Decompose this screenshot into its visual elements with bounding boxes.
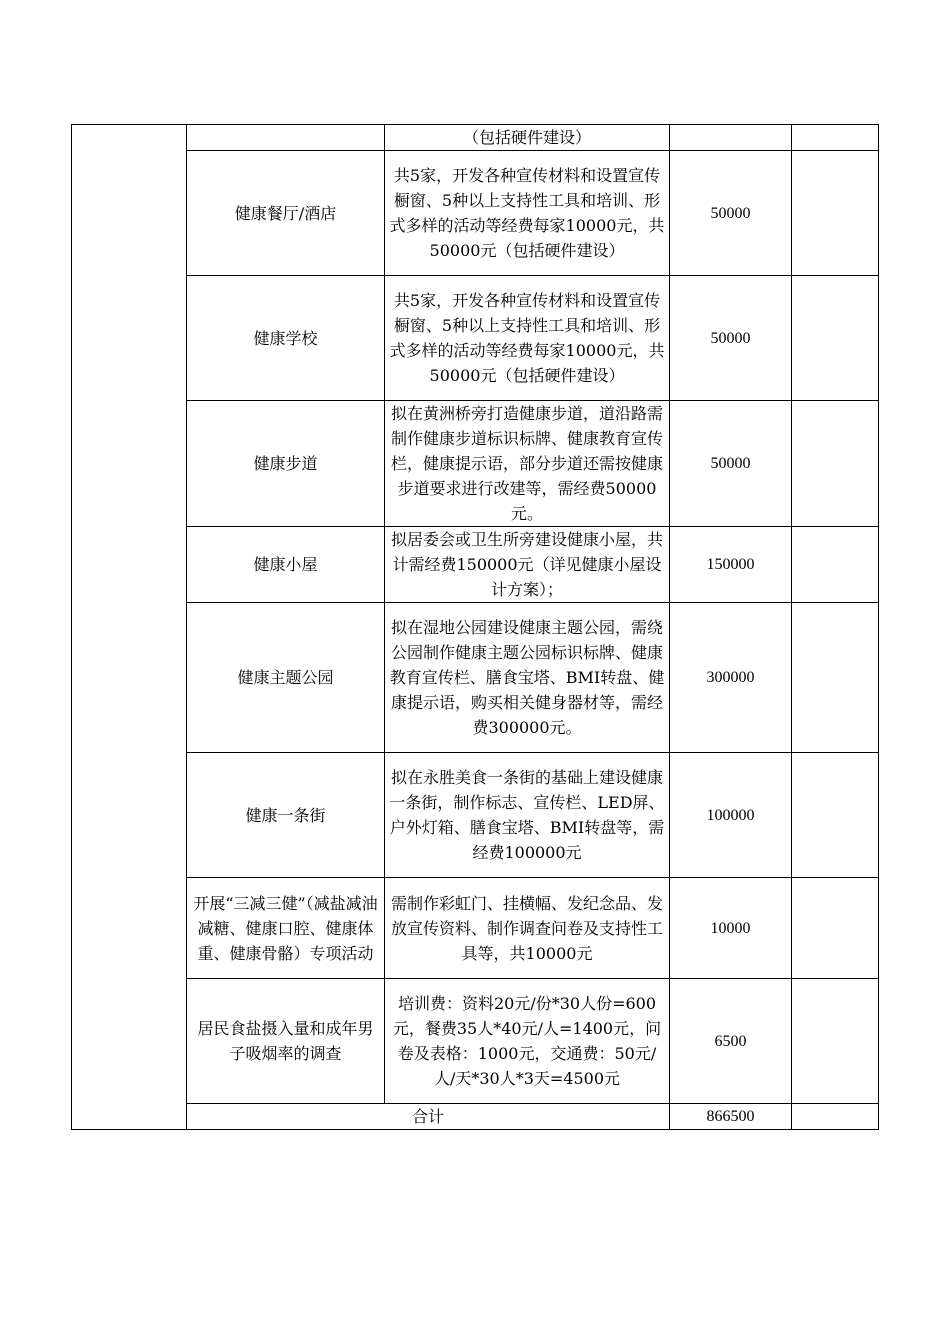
item-name: 健康主题公园	[187, 603, 385, 753]
table-row	[72, 125, 879, 151]
item-desc: 拟在永胜美食一条街的基础上建设健康一条街，制作标志、宣传栏、LED屏、户外灯箱、膳食宝塔、BMI转盘等，需经费100000元	[385, 753, 670, 878]
item-name: 健康小屋	[187, 527, 385, 603]
item-amount: 50000	[670, 276, 792, 401]
remark-cell	[792, 603, 879, 753]
item-amount	[670, 125, 792, 151]
table-row	[72, 151, 879, 276]
item-desc: （包括硬件建设）	[385, 125, 670, 151]
item-amount: 50000	[670, 151, 792, 276]
remark-cell	[792, 878, 879, 979]
item-name: 健康步道	[187, 401, 385, 527]
item-desc: 拟在湿地公园建设健康主题公园，需绕公园制作健康主题公园标识标牌、健康教育宣传栏、膳食宝塔、BMI转盘、健康提示语，购买相关健身器材等，需经费300000元。	[385, 603, 670, 753]
table-row	[72, 979, 879, 1104]
table-row	[72, 753, 879, 878]
item-desc: 拟居委会或卫生所旁建设健康小屋，共计需经费150000元（详见健康小屋设计方案）；	[385, 527, 670, 603]
remark-cell	[792, 151, 879, 276]
item-name	[187, 125, 385, 151]
table-row	[72, 276, 879, 401]
item-name: 开展“三减三健”（减盐减油减糖、健康口腔、健康体重、健康骨骼）专项活动	[187, 878, 385, 979]
item-desc: 需制作彩虹门、挂横幅、发纪念品、发放宣传资料、制作调查问卷及支持性工具等，共10000元	[385, 878, 670, 979]
total-label: 合计	[187, 1104, 670, 1130]
table-row	[72, 401, 879, 527]
category-cell	[72, 125, 187, 1130]
item-desc: 培训费：资料20元/份*30人份=600元，餐费35人*40元/人=1400元，问卷及表格：1000元，交通费：50元/人/天*30人*3天=4500元	[385, 979, 670, 1104]
item-amount: 150000	[670, 527, 792, 603]
item-name: 居民食盐摄入量和成年男子吸烟率的调查	[187, 979, 385, 1104]
item-amount: 6500	[670, 979, 792, 1104]
item-name: 健康学校	[187, 276, 385, 401]
table-row	[72, 527, 879, 603]
item-name: 健康一条街	[187, 753, 385, 878]
table-row	[72, 603, 879, 753]
budget-table	[71, 124, 879, 1130]
total-amount: 866500	[670, 1104, 792, 1130]
item-desc: 共5家，开发各种宣传材料和设置宣传橱窗、5种以上支持性工具和培训、形式多样的活动等经费每家10000元，共50000元（包括硬件建设）	[385, 151, 670, 276]
remark-cell	[792, 276, 879, 401]
item-amount: 300000	[670, 603, 792, 753]
remark-cell	[792, 979, 879, 1104]
item-desc: 拟在黄洲桥旁打造健康步道，道沿路需制作健康步道标识标牌、健康教育宣传栏，健康提示语，部分步道还需按健康步道要求进行改建等，需经费50000元。	[385, 401, 670, 527]
remark-cell	[792, 753, 879, 878]
total-row	[72, 1104, 879, 1130]
remark-cell	[792, 125, 879, 151]
item-amount: 100000	[670, 753, 792, 878]
item-name: 健康餐厅/酒店	[187, 151, 385, 276]
table-row	[72, 878, 879, 979]
item-amount: 10000	[670, 878, 792, 979]
remark-cell	[792, 1104, 879, 1130]
remark-cell	[792, 527, 879, 603]
item-amount: 50000	[670, 401, 792, 527]
item-desc: 共5家，开发各种宣传材料和设置宣传橱窗、5种以上支持性工具和培训、形式多样的活动等经费每家10000元，共50000元（包括硬件建设）	[385, 276, 670, 401]
remark-cell	[792, 401, 879, 527]
